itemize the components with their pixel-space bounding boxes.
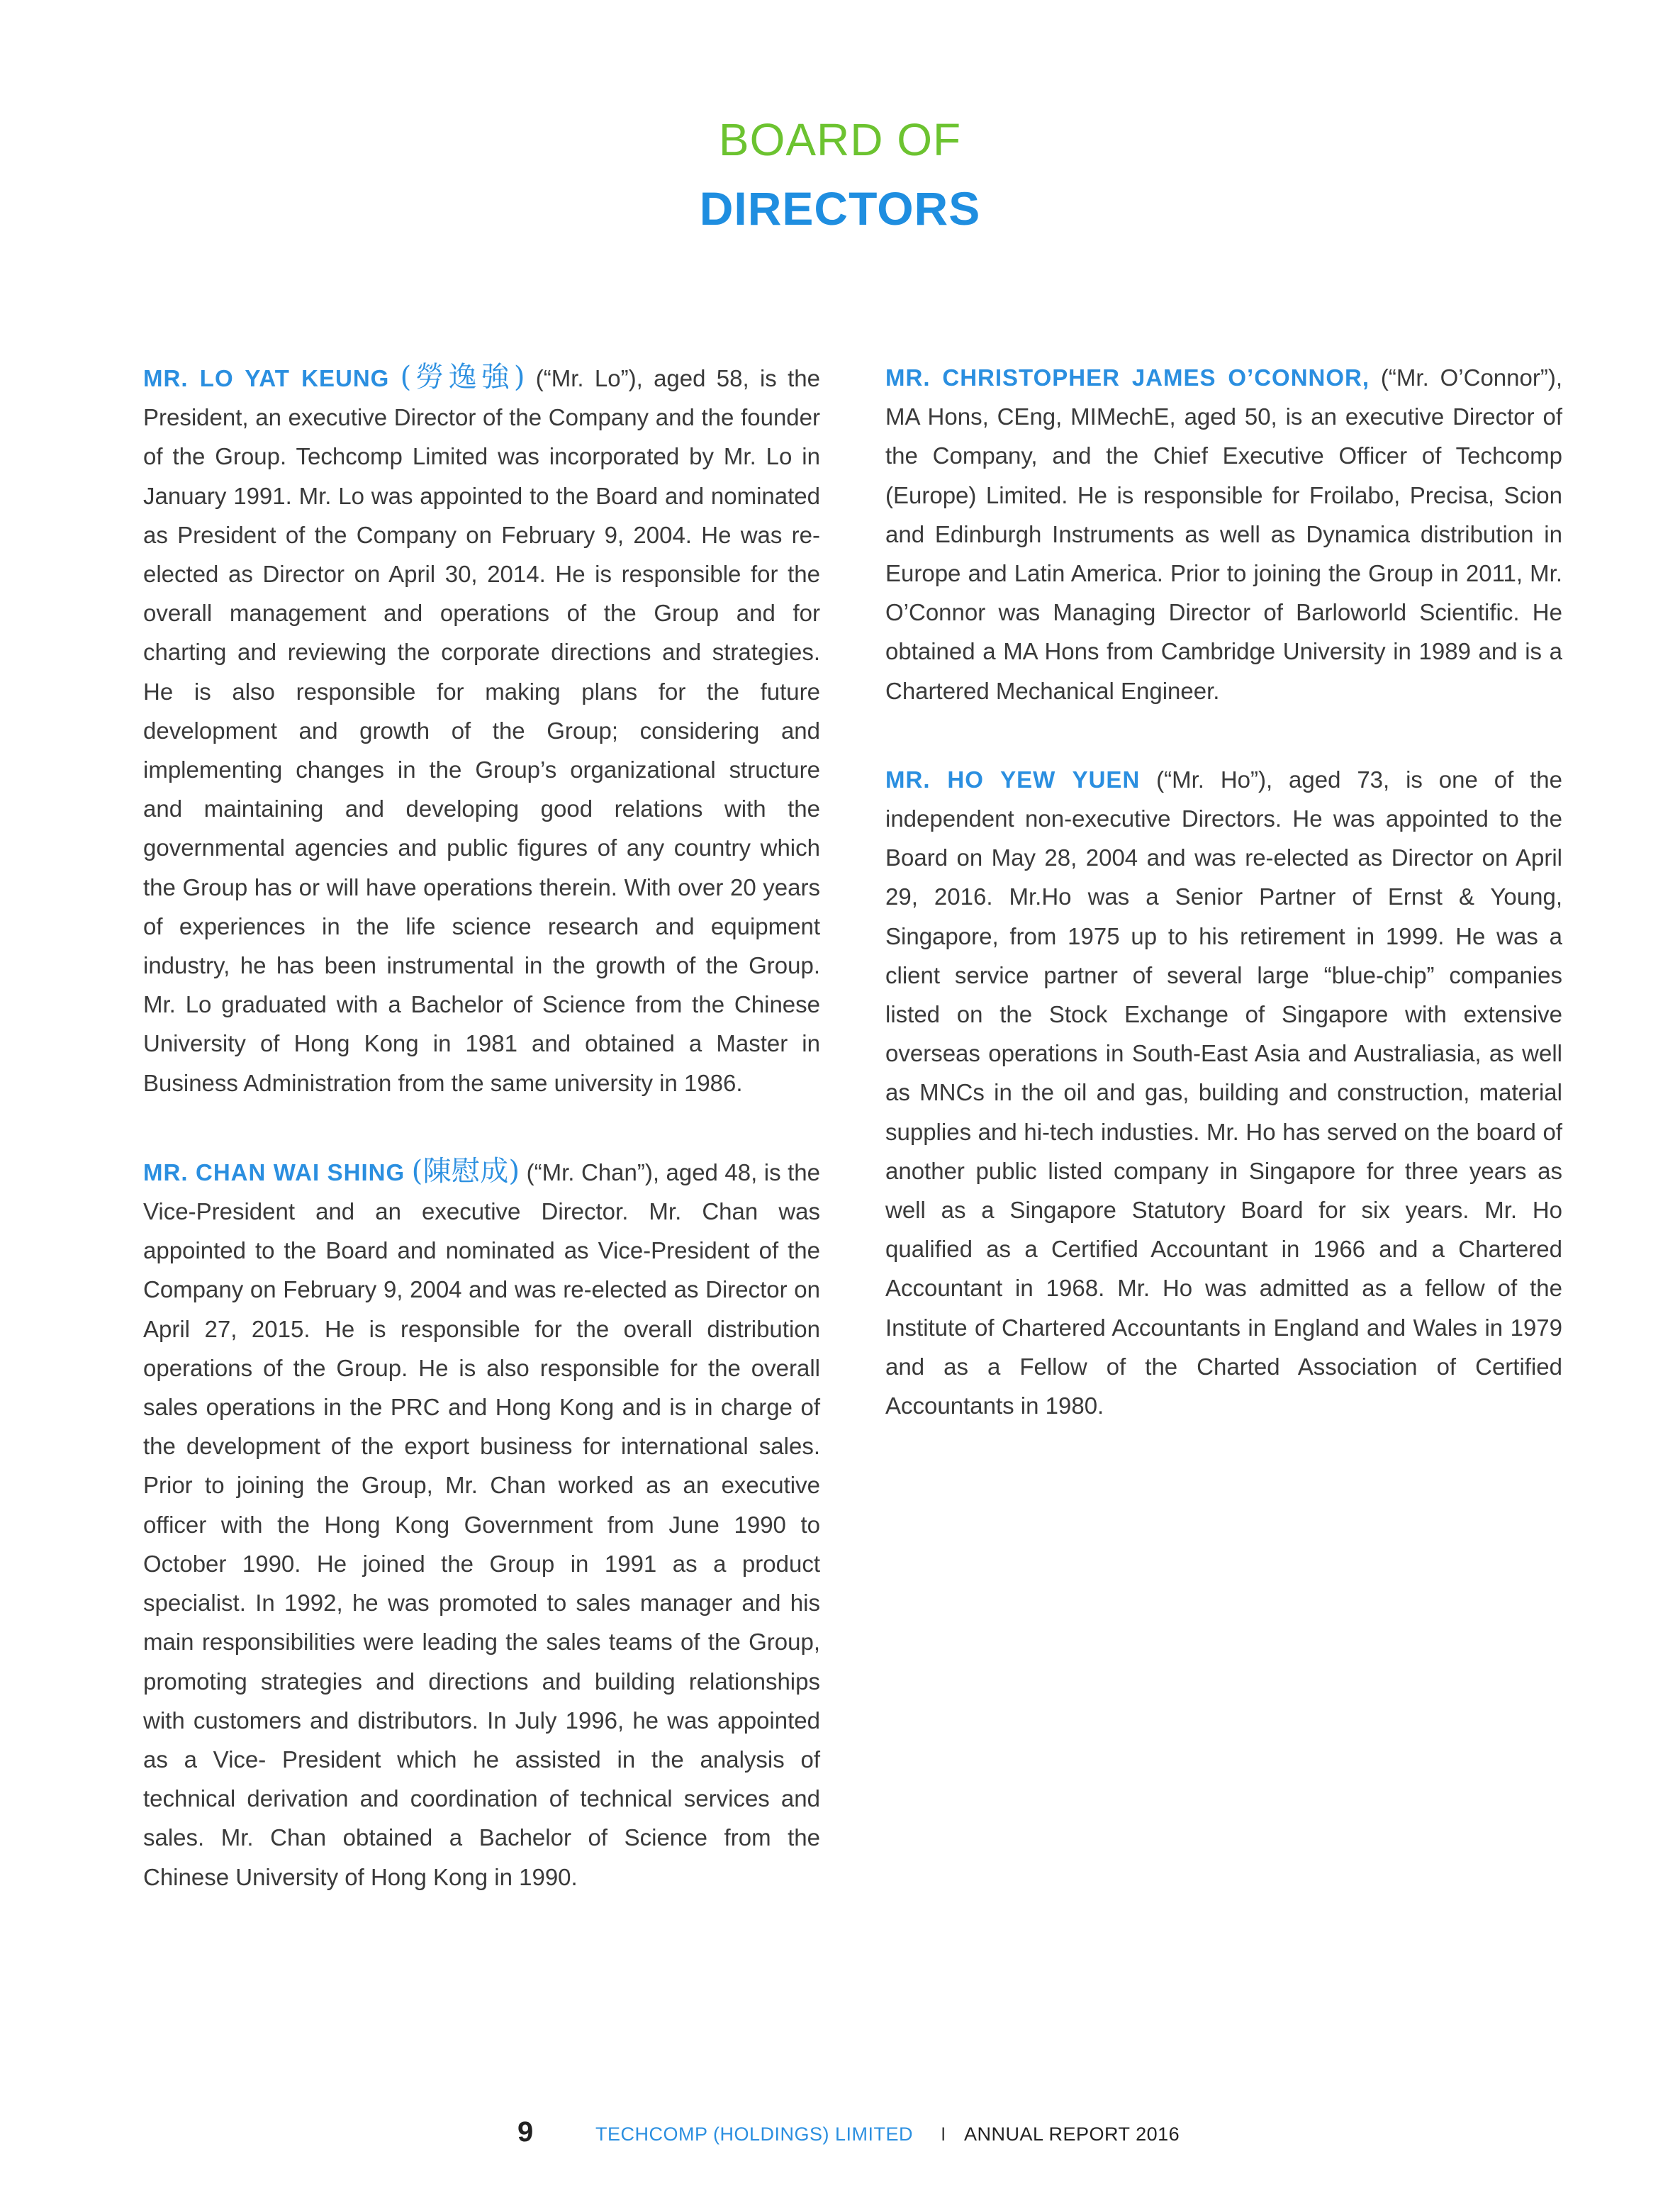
left-column — [143, 358, 820, 1897]
footer-separator: I — [941, 2123, 946, 2145]
footer-company-name: TECHCOMP (HOLDINGS) LIMITED — [595, 2123, 914, 2145]
title-line-1: BOARD OF — [718, 114, 962, 165]
director-bio-text: (“Mr. O’Connor”), MA Hons, CEng, MIMechE, aged 50, is an executive Director of the Company, and the Chief Executive Officer of Techcomp (Europe) Limited. He is responsible for Froilabo, Precisa, Scion and Edinburgh Instruments as well as Dynamica distribution in Europe and Latin America. Prior to joining the Group in 2011, Mr. O’Connor was Managing Director of Barloworld Scientific. He obtained a MA Hons from Cambridge University in 1989 and is a Chartered Mechanical Engineer. — [885, 364, 1562, 704]
director-bio-lo — [143, 358, 820, 1103]
director-bio-text: (“Mr. Ho”), aged 73, is one of the independent non-executive Directors. He was appointed to the Board on May 28, 2004 and was re-elected as Director on April 29, 2016. Mr.Ho was a Senior Partner of Ernst & Young, Singapore, from 1975 up to his retirement in 1999. He was a client service partner of several large “blue-chip” companies listed on the Stock Exchange of Singapore with extensive overseas operations in South-East Asia and Australiasia, as well as MNCs in the oil and gas, building and construction, material supplies and hi-tech industies. Mr. Ho has served on the board of another public listed company in Singapore for three years as well as a Singapore Statutory Board for six years. Mr. Ho qualified as a Certified Accountant in 1966 and a Chartered Accountant in 1968. Mr. Ho was admitted as a fellow of the Institute of Chartered Accountants in England and Wales in 1979 and as a Fellow of the Charted Association of Certified Accountants in 1980. — [885, 766, 1562, 1419]
director-chinese-name: (陳慰成) — [411, 1154, 520, 1188]
director-name: MR. CHAN WAI SHING — [143, 1159, 405, 1185]
right-column — [885, 358, 1562, 1425]
director-bio-text: (“Mr. Lo”), aged 58, is the President, an executive Director of the Company and the founder of the Group. Techcomp Limited was incorporated by Mr. Lo in January 1991. Mr. Lo was appointed to the Board and nominated as President of the Company on February 9, 2004. He was re-elected as Director on April 30, 2014. He is responsible for the overall management and operations of the Group and for charting and reviewing the corporate directions and strategies. He is also responsible for making plans for the future development and growth of the Group; considering and implementing changes in the Group’s organizational structure and maintaining and developing good relations with the governmental agencies and public figures of any country which the Group has or will have operations therein. With over 20 years of experiences in the life science research and equipment industry, he has been instrumental in the growth of the Group. Mr. Lo graduated with a Bachelor of Science from the Chinese University of Hong Kong in 1981 and obtained a Master in Business Administration from the same university in 1986. — [143, 365, 820, 1096]
page-footer — [0, 2116, 1680, 2148]
director-bio-oconnor — [885, 358, 1562, 710]
director-name: MR. CHRISTOPHER JAMES O’CONNOR, — [885, 364, 1370, 391]
director-chinese-name: (勞逸強) — [400, 361, 525, 393]
page-number: 9 — [517, 2116, 534, 2148]
director-bio-ho — [885, 760, 1562, 1425]
director-name: MR. LO YAT KEUNG — [143, 365, 390, 391]
director-name: MR. HO YEW YUEN — [885, 766, 1141, 793]
title-line-2: DIRECTORS — [699, 182, 981, 235]
director-bio-chan — [143, 1152, 820, 1897]
director-bio-text: (“Mr. Chan”), aged 48, is the Vice-President and an executive Director. Mr. Chan was appointed to the Board and nominated as Vice-President of the Company on February 9, 2004 and was re-elected as Director on April 27, 2015. He is responsible for the overall distribution operations of the Group. He is also responsible for the overall sales operations in the PRC and Hong Kong and is in charge of the development of the export business for international sales. Prior to joining the Group, Mr. Chan worked as an executive officer with the Hong Kong Government from June 1990 to October 1990. He joined the Group in 1991 as a product specialist. In 1992, he was promoted to sales manager and his main responsibilities were leading the sales teams of the Group, promoting strategies and directions and building relationships with customers and distributors. In July 1996, he was appointed as a Vice- President which he assisted in the analysis of technical derivation and coordination of technical services and sales. Mr. Chan obtained a Bachelor of Science from the Chinese University of Hong Kong in 1990. — [143, 1159, 820, 1890]
footer-report-title: ANNUAL REPORT 2016 — [964, 2123, 1180, 2145]
